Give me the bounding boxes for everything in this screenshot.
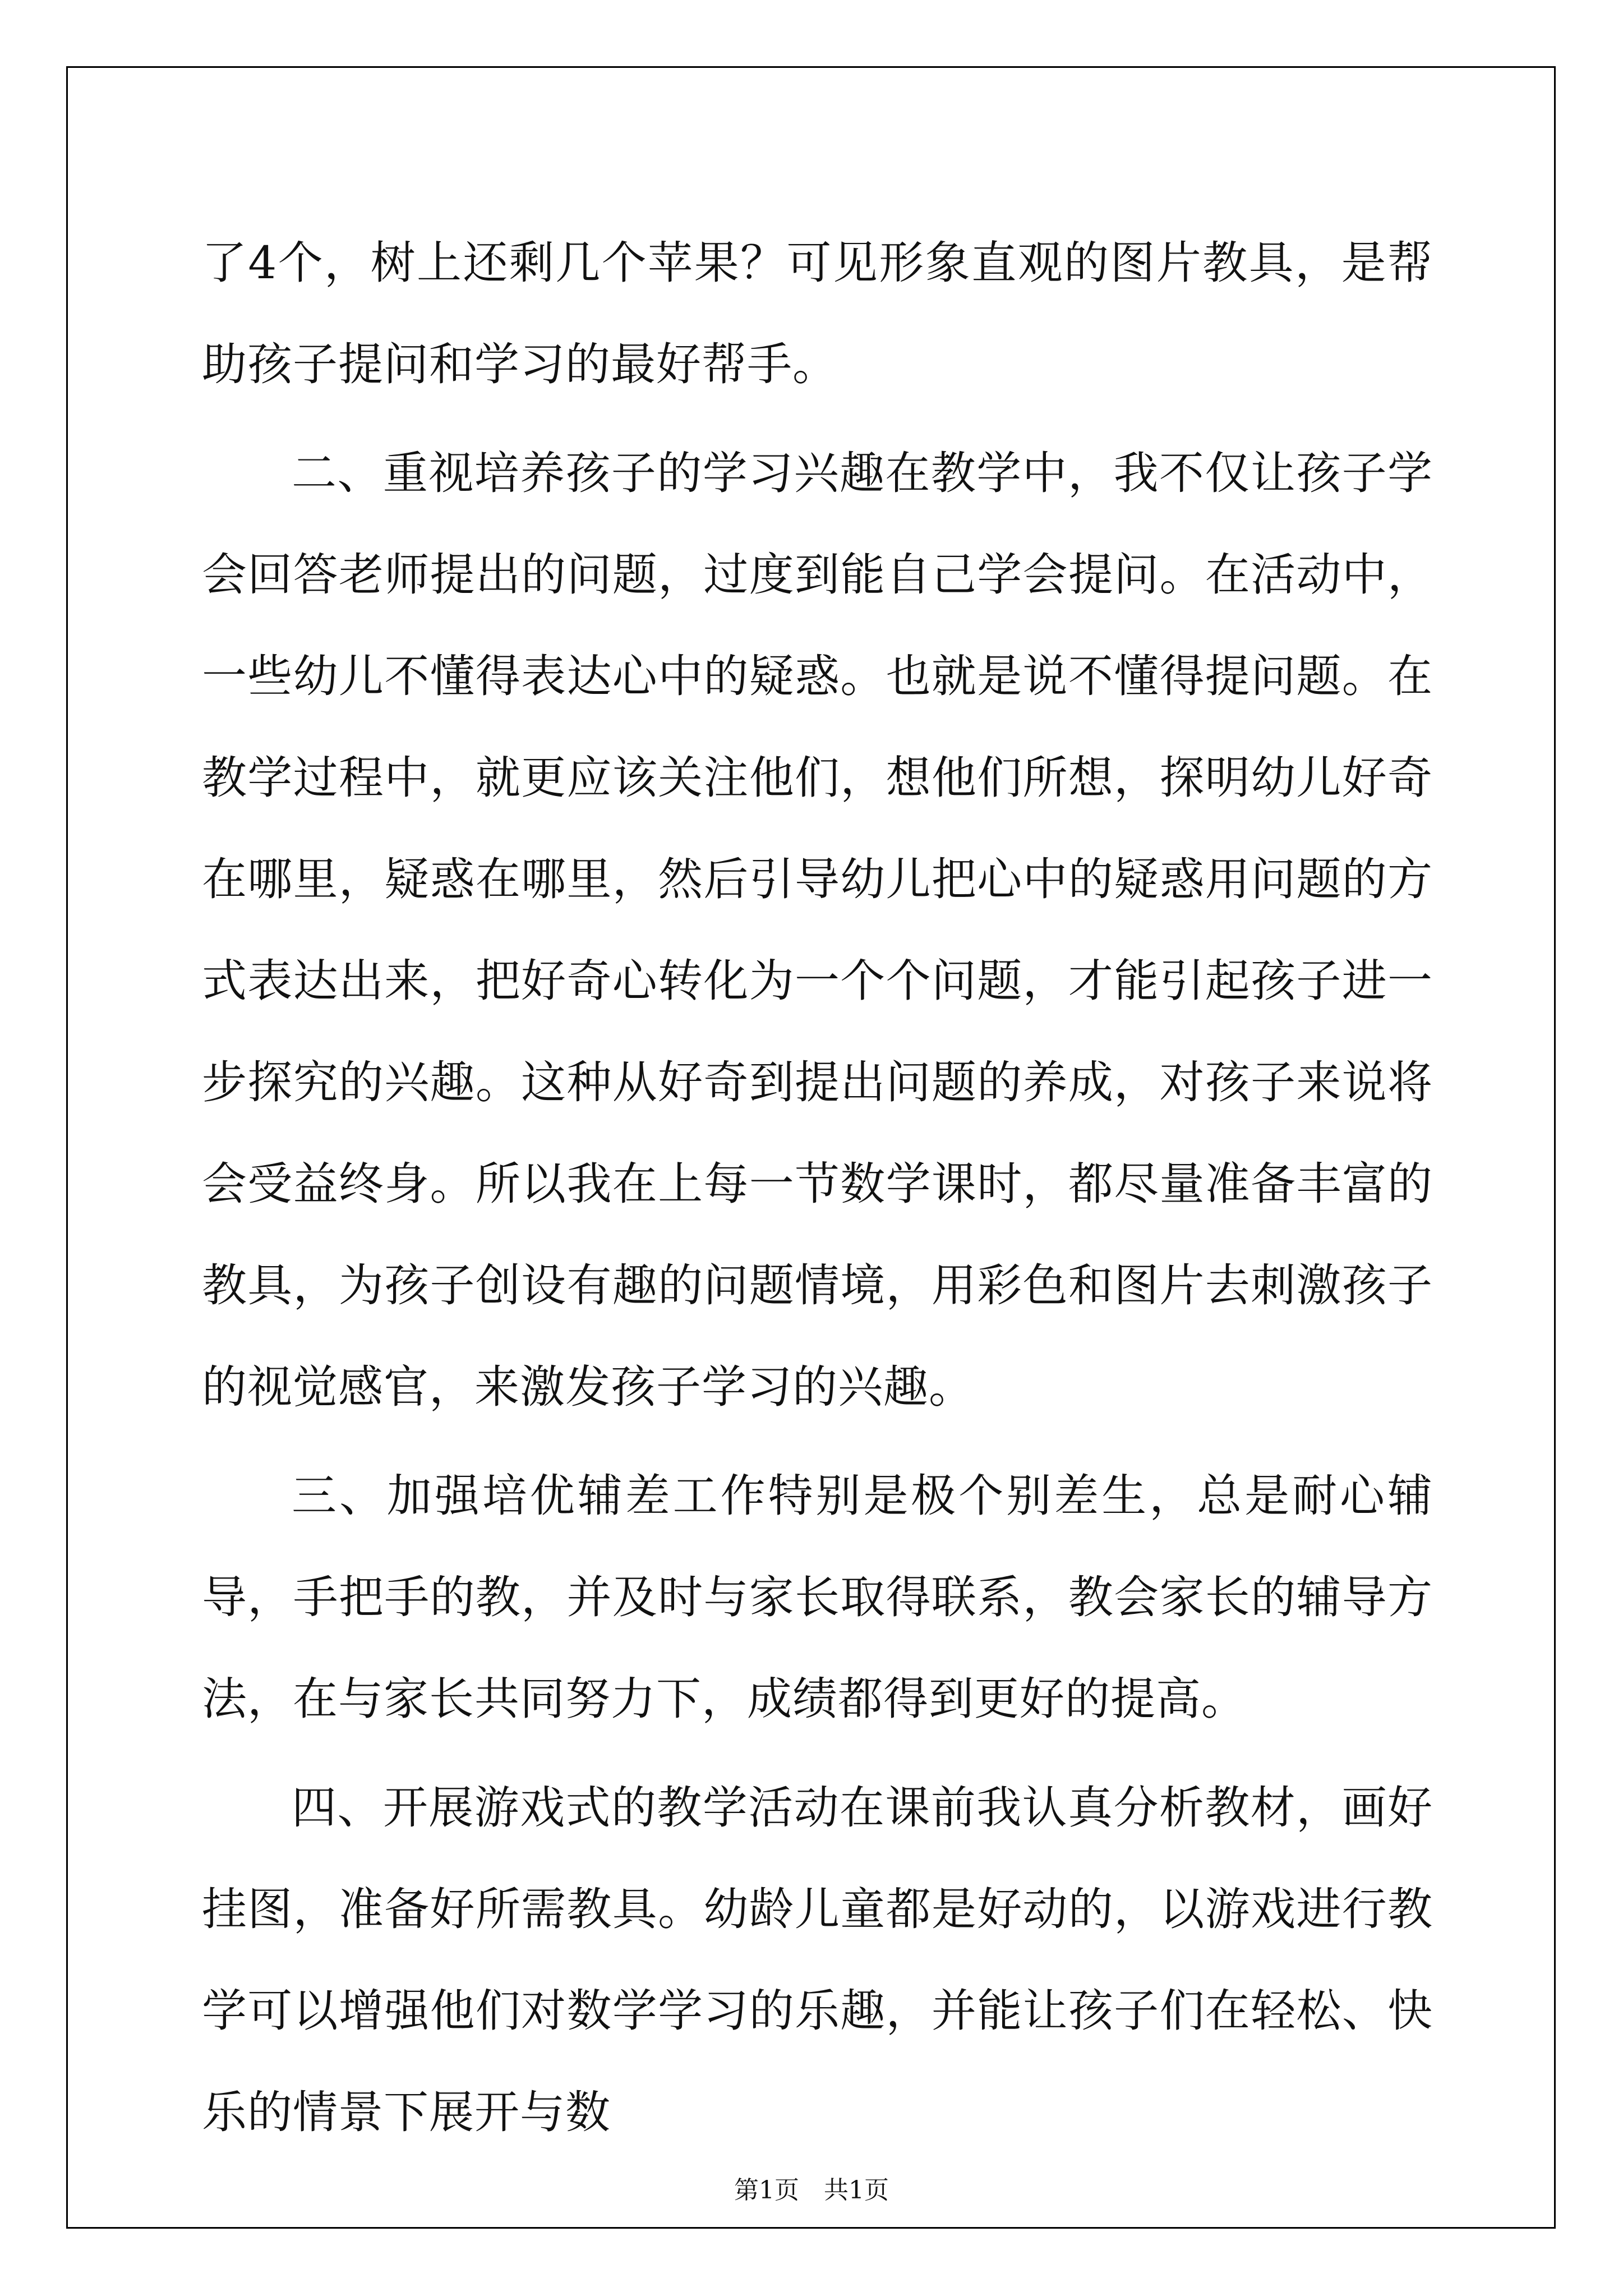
paragraph-4: 四、开展游戏式的教学活动在课前我认真分析教材，画好挂图，准备好所需教具。幼龄儿童都是好动的，以游戏进行教学可以增强他们对数学学习的乐趣，并能让孩子们在轻松、快乐的情景下展开与数 xyxy=(202,1782,1433,2138)
paragraph-2: 二、重视培养孩子的学习兴趣在教学中，我不仅让孩子学会回答老师提出的问题，过度到能自己学会提问。在活动中，一些幼儿不懂得表达心中的疑惑。也就是说不懂得提问题。在教学过程中，就更应该关注他们，想他们所想，探明幼儿好奇在哪里，疑惑在哪里，然后引导幼儿把心中的疑惑用问题的方式表达出来，把好奇心转化为一个个问题，才能引起孩子进一步探究的兴趣。这种从好奇到提出问题的养成，对孩子来说将会受益终身。所以我在上每一节数学课时，都尽量准备丰富的教具，为孩子创设有趣的问题情境，用彩色和图片去刺激孩子的视觉感官，来激发孩子学习的兴趣。 xyxy=(202,447,1433,1413)
document-body xyxy=(202,212,1433,2163)
paragraph-1: 了4个，树上还剩几个苹果？可见形象直观的图片教具，是帮助孩子提问和学习的最好帮手。 xyxy=(202,237,1433,390)
page-footer: 第1页 共1页 xyxy=(734,2176,889,2205)
paragraph-3: 三、加强培优辅差工作特别是极个别差生，总是耐心辅导，手把手的教，并及时与家长取得联系，教会家长的辅导方法，在与家长共同努力下，成绩都得到更好的提高。 xyxy=(202,1470,1433,1725)
